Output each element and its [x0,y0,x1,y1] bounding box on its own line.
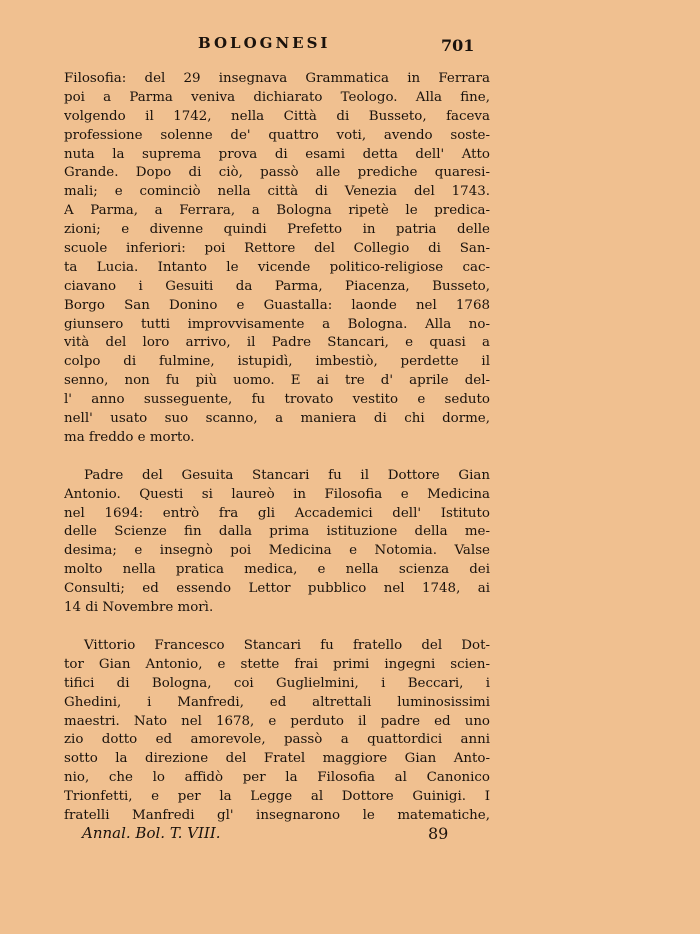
text-line: Consulti; ed essendo Lettor pubblico nel 1748, ai [64,581,490,597]
paragraph-gap [64,618,490,637]
text-line: Vittorio Francesco Stancari fu fratello del Dot- [84,637,490,653]
text-line: professione solenne de' quattro voti, avendo soste- [64,127,490,143]
text-line: Antonio. Questi si laureò in Filosofia e Medicina [64,486,490,502]
body-text [64,70,490,826]
signature-number: 89 [428,824,449,843]
text-line: poi a Parma veniva dichiarato Teologo. Alla fine, [64,89,490,105]
text-line: ma freddo e morto. [64,429,195,445]
text-line: ciavano i Gesuiti da Parma, Piacenza, Busseto, [64,278,490,294]
text-line: 14 di Novembre morì. [64,600,214,616]
text-line: sotto la direzione del Fratel maggiore Gian Anto- [64,751,490,767]
paragraph [64,467,490,618]
text-line: ta Lucia. Intanto le vicende politico-religiose cac- [64,259,490,275]
text-line: tifici di Bologna, coi Guglielmini, i Beccari, i [64,675,490,691]
text-line: desima; e insegnò poi Medicina e Notomia. Valse [64,543,490,559]
text-line: A Parma, a Ferrara, a Bologna ripetè le predica- [64,203,490,219]
paragraph [64,637,490,826]
text-line: Borgo San Donino e Guastalla: laonde nel 1768 [64,297,490,313]
text-line: Filosofia: del 29 insegnava Grammatica in Ferrara [64,71,490,86]
text-line: nio, che lo affidò per la Filosofia al Canonico [64,770,490,786]
text-line: zio dotto ed amorevole, passò a quattordici anni [64,732,490,748]
text-line: nel 1694: entrò fra gli Accademici dell' Istituto [64,505,490,521]
text-line: molto nella pratica medica, e nella scienza dei [64,562,490,578]
text-line: delle Scienze fin dalla prima istituzione della me- [64,524,490,540]
text-line: Padre del Gesuita Stancari fu il Dottore Gian [84,467,490,483]
text-line: Grande. Dopo di ciò, passò alle prediche quaresi- [64,165,490,181]
text-line: colpo di fulmine, istupidì, imbestiò, perdette il [64,354,490,370]
text-line: senno, non fu più uomo. E ai tre d' aprile del- [64,373,490,389]
text-line: giunsero tutti improvvisamente a Bologna. Alla no- [64,316,490,332]
paragraph [64,70,490,448]
text-line: Ghedini, i Manfredi, ed altrettali luminosissimi [64,694,490,710]
text-line: volgendo il 1742, nella Città di Busseto, faceva [64,108,490,124]
text-line: scuole inferiori: poi Rettore del Collegio di San- [64,241,490,257]
text-line: Trionfetti, e per la Legge al Dottore Guinigi. I [64,789,490,805]
running-header-title: BOLOGNESI [198,34,331,52]
page-number: 701 [441,36,475,55]
text-line: zioni; e divenne quindi Prefetto in patria delle [64,222,490,238]
text-line: nuta la suprema prova di esami detta dell' Atto [64,146,490,162]
paragraph-gap [64,448,490,467]
text-line: nell' usato suo scanno, a maniera di chi dorme, [64,411,490,427]
text-line: vità del loro arrivo, il Padre Stancari, e quasi a [64,335,490,351]
text-line: fratelli Manfredi gl' insegnarono le matematiche, [64,807,490,823]
signature-mark: Annal. Bol. T. VIII. [82,824,221,842]
text-line: l' anno susseguente, fu trovato vestito e seduto [64,392,490,408]
text-line: tor Gian Antonio, e stette frai primi ingegni scien- [64,656,490,672]
text-line: mali; e cominciò nella città di Venezia del 1743. [64,184,490,200]
text-line: maestri. Nato nel 1678, e perduto il padre ed uno [64,713,490,729]
